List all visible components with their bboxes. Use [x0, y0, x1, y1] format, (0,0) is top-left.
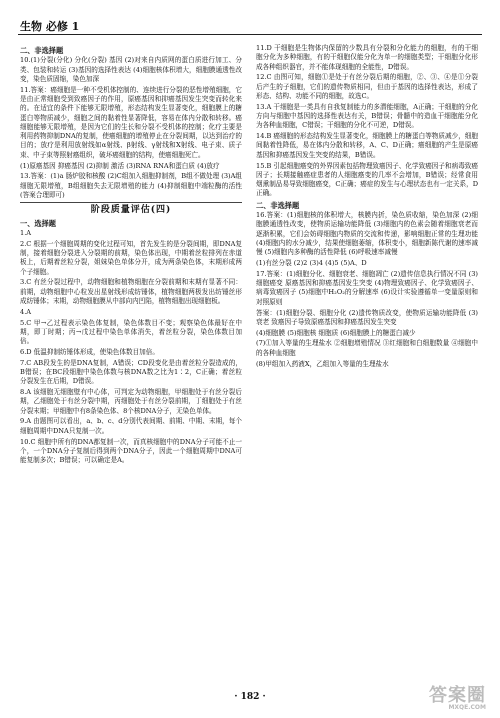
answer-10b: 10.C 细胞中所有的DNA都复制一次，而真核细胞中的DNA分子可能不止一个，一个DNA分子复制后得到两个DNA分子，因此一个细胞周期中DNA可能复制多次；B错误；可以确定是A。 — [20, 437, 242, 465]
answer-block-1: 答案：(1)细胞分裂、细胞分化 (2)遗传物质改变，使物质运输功能降低 (3)衰老 致癌因子导致原癌基因和抑癌基因发生突变 — [256, 308, 478, 326]
header-rule — [18, 34, 482, 35]
answer-6: 6.D 低温抑制纺锤体形成，使染色体数目加倍。 — [20, 347, 159, 356]
answer-3: 3.C 有丝分裂过程中，动物细胞和植物细胞在分裂前期和末期有显著不同：前期，动物细胞中心粒发出星射线形成纺锤体，植物细胞两极发出纺锤丝形成纺锤体；末期，动物细胞膜从中部向内凹陷，植物细胞出现细胞板。 — [20, 278, 242, 305]
answer-2: 2.C 根据一个细胞周期的变化过程可知，首先发生的是分裂间期，即DNA复制，接着细胞分裂进入分裂期的前期，染色体出现，中期着丝粒排列在赤道板上，后期着丝粒分裂，姐妹染色单体分开，成为两条染色体，末期形成两个子细胞。 — [20, 239, 242, 276]
answer-11: 11.答案：癌细胞是一种不受机体控制的、连续进行分裂的恶性增殖细胞，它是由正常细胞受到致癌因子的作用，原癌基因和抑癌基因发生突变而转化来的。在适宜的条件下能够无限增殖，形态结构发生显著变化，细胞膜上的糖蛋白等物质减少，细胞之间的黏着性显著降低，容易在体内分散和转移。癌细胞能够无限增殖，是因为它们的生长和分裂不受机体的控制；化疗主要是利用药物抑制DNA的复制，使癌细胞的增殖停止在分裂间期，以达到治疗的目的；放疗是利用放射线如α射线、β射线、γ射线和X射线、电子束、质子束、中子束等照射癌组织，破坏癌细胞的结构，使癌细胞死亡。 — [20, 85, 242, 159]
answer-7: 7.C AB段发生的是DNA复制，A错误；CD段变化是由着丝粒分裂造成的，B错误；在BC段细胞中染色体数与核DNA数之比为1∶2，C正确；着丝粒分裂发生在后期，D错误。 — [20, 358, 242, 386]
divider — [20, 202, 242, 203]
section-title: 二、非选择题 — [256, 200, 300, 210]
section-title: 一、选择题 — [20, 218, 56, 228]
answer-9: 9.A 由题图可以看出，a、b、c、d分别代表间期、前期、中期、末期，每个细胞周期中DNA只复制一次。 — [20, 417, 242, 435]
answer-16-terms: (1)有丝分裂 (2)2 (3)4 (4)5 (5)A、D — [256, 259, 367, 268]
answer-10: 10.(1)分裂(分化) 分化(分裂) 基因 (2)对来自内质网的蛋白质进行加工、分类、包装和转运 (3)基因的选择性表达 (4)细胞核体积增大，细胞膜通透性改变，染色质固缩，染色加深 — [20, 56, 242, 83]
answer-5: 5.C 甲→乙过程表示染色体复制，染色体数目不变；观察染色体最好在中期，即丁时期；丙→戊过程中染色单体消失，着丝粒分裂，染色体数目加倍。 — [20, 318, 242, 346]
answer-15: 15.B 引起细胞癌变的外界因素包括物理致癌因子、化学致癌因子和病毒致癌因子；长期接触癌症患者的人细胞癌变的几率不会增加，B错误；经常食用烟熏制品易导致细胞癌变，C正确；癌症的发生与心理状态也有一定关系，D正确。 — [256, 161, 478, 198]
watermark-text: 答案圈 — [429, 685, 486, 706]
answer-16: 16.答案：(1)细胞核的体积增大，核膜内折，染色质收缩，染色加深 (2)细胞膜通透性改变，使物质运输功能降低 (3)细胞内的色素会随着细胞衰老而逐渐积累，它们会妨碍细胞内物质的交流和传递，影响细胞正常的生理功能 (4)细胞内的水分减少，结果使细胞萎缩，体积变小，细胞新陈代谢的速率减慢 (5)细胞内多种酶的活性降低 (6)呼吸速率减慢 — [256, 211, 478, 257]
answer-8: 8.A 该细胞无细胞壁有中心体，可判定为动物细胞，甲细胞处于有丝分裂后期，乙细胞处于有丝分裂中期，丙细胞处于有丝分裂前期，丁细胞处于有丝分裂末期；甲细胞中有8条染色体、8个核DNA分子，无染色单体。 — [20, 388, 242, 415]
watermark-logo — [429, 681, 486, 711]
right-column — [256, 44, 478, 370]
answer-12: 12.C 由图可知，细胞①是处于有丝分裂后期的细胞，②、③、④是①分裂后产生的子细胞，它们的遗传物质相同，但由于基因的选择性表达，形成了形态、结构、功能不同的细胞，故选C。 — [256, 73, 478, 100]
answer-13: 13.答案：(1)a 肠炉胶和核酸 (2)C组加入细胞抑制剂，B组不做处理 (3)A组细胞无限增殖，B组细胞失去无限增殖的能力 (4)抑制细胞中端粒酶的活性(答案合理即可) — [20, 172, 242, 199]
answer-block-4: (8)甲组加入药液X，乙组加入等量的生理盐水 — [256, 359, 389, 368]
answer-block-2: (4)细胞膜 (5)细胞核 细胞质 (6)细胞膜上的糖蛋白减少 — [256, 328, 416, 337]
answer-block-3: (7)①加入等量的生理盐水 ②细胞增殖情况 ③红细胞和白细胞数量 ④细胞中的各种血细胞 — [256, 339, 478, 357]
answer-13: 13.A 干细胞是一类具有自我复制能力的多潜能细胞，A正确；干细胞的分化方向与细胞中基因的选择性表达有关，B错误；骨髓中的造血干细胞能分化为各种血细胞，C错误；干细胞的分化不可逆，D错误。 — [256, 102, 478, 130]
page-number: · 182 · — [234, 692, 266, 702]
answer-11: 11.D 干细胞是生物体内保留的少数具有分裂和分化能力的细胞，有的干细胞分化为多种细胞，有的干细胞仅能分化为单一的细胞类型；干细胞分化形成各种组织器官，并不能体现细胞的全能性，D错误。 — [256, 44, 478, 71]
page-header: 生物 必修 1 — [20, 20, 80, 33]
section-title: 二、非选择题 — [20, 46, 64, 55]
answer-1: 1.A — [20, 228, 32, 237]
watermark-url: MXQE.COM — [448, 704, 486, 711]
answer-17: 17.答案：(1)细胞分化、细胞衰老、细胞凋亡 (2)遗传信息执行情况不同 (3)细胞癌变 原癌基因和抑癌基因发生突变 (4)物理致癌因子、化学致癌因子、病毒致癌因子 (5)细胞中H₂O₂的分解速率 (6)设计实验遵循单一变量原则和对照原则 — [256, 269, 478, 306]
answer-11-terms: (1)原癌基因 抑癌基因 (2)抑制 激活 (3)RNA RNA和蛋白质 (4)放疗 — [20, 161, 220, 170]
evaluation-title: 阶段质量评估(四) — [90, 205, 172, 216]
answer-4: 4.A — [20, 307, 32, 316]
left-column — [20, 44, 242, 467]
answer-14: 14.B 癌细胞的形态结构发生显著变化，细胞膜上的糖蛋白等物质减少，细胞间黏着性降低，易在体内分散和转移，A、C、D正确；癌细胞的产生是原癌基因和抑癌基因发生突变的结果，B错误。 — [256, 132, 478, 159]
